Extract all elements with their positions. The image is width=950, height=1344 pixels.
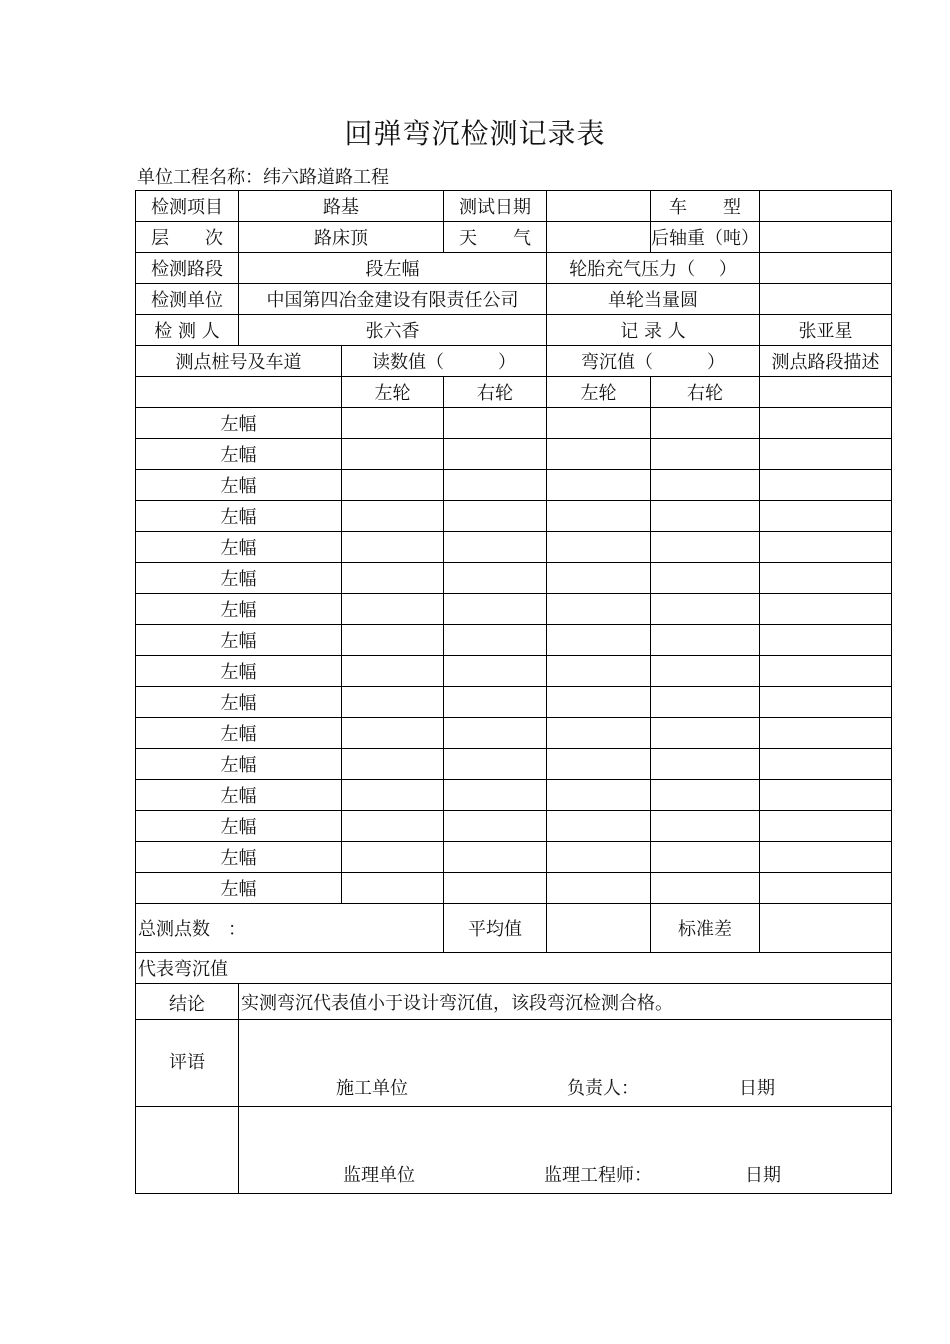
average-value[interactable] <box>547 904 651 953</box>
reading-left-cell[interactable] <box>342 811 444 842</box>
description-cell[interactable] <box>760 439 892 470</box>
deflection-left-cell[interactable] <box>547 625 651 656</box>
form-title: 回弹弯沉检测记录表 <box>344 117 606 150</box>
test-date-value[interactable] <box>547 191 651 222</box>
tire-pressure-label: 轮胎充气压力（ ） <box>547 253 760 284</box>
reading-left-cell[interactable] <box>342 687 444 718</box>
description-cell[interactable] <box>760 408 892 439</box>
reading-left-cell[interactable] <box>342 501 444 532</box>
construction-date: 日期 <box>739 1078 775 1099</box>
reading-left-cell[interactable] <box>342 563 444 594</box>
reading-left-cell[interactable] <box>342 656 444 687</box>
section-value[interactable]: 段左幅 <box>239 253 547 284</box>
record-table <box>135 190 892 1194</box>
deflection-left-cell[interactable] <box>547 780 651 811</box>
table-row <box>136 625 892 656</box>
reading-right-cell[interactable] <box>444 532 547 563</box>
table-row <box>136 811 892 842</box>
reading-right-cell[interactable] <box>444 594 547 625</box>
description-cell[interactable] <box>760 873 892 904</box>
unit-value[interactable]: 中国第四冶金建设有限责任公司 <box>239 284 547 315</box>
section-label: 检测路段 <box>136 253 239 284</box>
reading-right-cell[interactable] <box>444 842 547 873</box>
deflection-right-cell[interactable] <box>651 656 760 687</box>
deflection-left-cell[interactable] <box>547 873 651 904</box>
person-in-charge: 负责人： <box>567 1078 639 1099</box>
reading-left-cell[interactable] <box>342 873 444 904</box>
reading-right-cell[interactable] <box>444 439 547 470</box>
conclusion-text[interactable]: 实测弯沉代表值小于设计弯沉值，该段弯沉检测合格。 <box>239 984 892 1020</box>
weather-value[interactable] <box>547 222 651 253</box>
table-row <box>136 842 892 873</box>
reading-right-cell[interactable] <box>444 811 547 842</box>
comments-label: 评语 <box>136 1020 239 1107</box>
construction-unit: 施工单位 <box>336 1078 408 1099</box>
reading-right-cell[interactable] <box>444 687 547 718</box>
station-lane-cell[interactable]: 左幅 <box>136 718 342 749</box>
table-row <box>136 532 892 563</box>
station-lane-cell[interactable]: 左幅 <box>136 780 342 811</box>
station-lane-cell[interactable]: 左幅 <box>136 811 342 842</box>
description-cell[interactable] <box>760 625 892 656</box>
reading-header: 读数值（ ） <box>342 346 547 377</box>
deflection-right-cell[interactable] <box>651 780 760 811</box>
station-lane-cell[interactable]: 左幅 <box>136 656 342 687</box>
tester-value[interactable]: 张六香 <box>239 315 547 346</box>
reading-right-cell[interactable] <box>444 780 547 811</box>
deflection-left-cell[interactable] <box>547 470 651 501</box>
description-cell[interactable] <box>760 656 892 687</box>
station-subheader <box>136 377 342 408</box>
station-lane-cell[interactable]: 左幅 <box>136 842 342 873</box>
description-cell[interactable] <box>760 811 892 842</box>
deflection-left-cell[interactable] <box>547 718 651 749</box>
reading-left-header: 左轮 <box>342 377 444 408</box>
tire-pressure-value[interactable] <box>760 253 892 284</box>
reading-left-cell[interactable] <box>342 408 444 439</box>
description-subheader <box>760 377 892 408</box>
std-dev-label: 标准差 <box>651 904 760 953</box>
rear-axle-label: 后轴重（吨） <box>651 222 760 253</box>
reading-left-cell[interactable] <box>342 718 444 749</box>
table-row <box>136 749 892 780</box>
deflection-left-cell[interactable] <box>547 563 651 594</box>
deflection-right-cell[interactable] <box>651 532 760 563</box>
vehicle-value[interactable] <box>760 191 892 222</box>
table-row <box>136 687 892 718</box>
recorder-label: 记 录 人 <box>547 315 760 346</box>
wheel-circle-value[interactable] <box>760 284 892 315</box>
reading-left-cell[interactable] <box>342 749 444 780</box>
recorder-value[interactable]: 张亚星 <box>760 315 892 346</box>
table-row <box>136 501 892 532</box>
deflection-left-cell[interactable] <box>547 687 651 718</box>
conclusion-label: 结论 <box>136 984 239 1020</box>
description-cell[interactable] <box>760 470 892 501</box>
reading-right-cell[interactable] <box>444 749 547 780</box>
reading-left-cell[interactable] <box>342 842 444 873</box>
station-lane-cell[interactable]: 左幅 <box>136 873 342 904</box>
supervision-unit: 监理单位 <box>343 1165 415 1186</box>
deflection-right-cell[interactable] <box>651 873 760 904</box>
deflection-left-cell[interactable] <box>547 811 651 842</box>
std-dev-value[interactable] <box>760 904 892 953</box>
supervision-date: 日期 <box>745 1165 781 1186</box>
deflection-right-cell[interactable] <box>651 439 760 470</box>
reading-right-cell[interactable] <box>444 625 547 656</box>
deflection-left-cell[interactable] <box>547 532 651 563</box>
supervision-label-cell <box>136 1107 239 1194</box>
reading-right-cell[interactable] <box>444 563 547 594</box>
deflection-right-cell[interactable] <box>651 408 760 439</box>
table-row <box>136 594 892 625</box>
deflection-header: 弯沉值（ ） <box>547 346 760 377</box>
station-lane-cell[interactable]: 左幅 <box>136 470 342 501</box>
vehicle-label: 车 型 <box>651 191 760 222</box>
reading-right-cell[interactable] <box>444 408 547 439</box>
unit-label: 检测单位 <box>136 284 239 315</box>
description-cell[interactable] <box>760 749 892 780</box>
tester-label: 检 测 人 <box>136 315 239 346</box>
supervision-sign-area[interactable] <box>239 1107 892 1194</box>
deflection-right-cell[interactable] <box>651 563 760 594</box>
table-row <box>136 563 892 594</box>
station-lane-cell[interactable]: 左幅 <box>136 563 342 594</box>
reading-right-header: 右轮 <box>444 377 547 408</box>
project-name: 单位工程名称：纬六路道路工程 <box>137 167 389 188</box>
table-row <box>136 408 892 439</box>
deflection-left-cell[interactable] <box>547 656 651 687</box>
reading-left-cell[interactable] <box>342 594 444 625</box>
deflection-right-header: 右轮 <box>651 377 760 408</box>
deflection-right-cell[interactable] <box>651 811 760 842</box>
description-header: 测点路段描述 <box>760 346 892 377</box>
reading-left-cell[interactable] <box>342 625 444 656</box>
construction-sign-area[interactable] <box>239 1020 892 1107</box>
station-lane-cell[interactable]: 左幅 <box>136 625 342 656</box>
table-row <box>136 656 892 687</box>
deflection-right-cell[interactable] <box>651 594 760 625</box>
reading-right-cell[interactable] <box>444 470 547 501</box>
description-cell[interactable] <box>760 594 892 625</box>
layer-value[interactable]: 路床顶 <box>239 222 444 253</box>
layer-label: 层 次 <box>136 222 239 253</box>
description-cell[interactable] <box>760 780 892 811</box>
deflection-left-cell[interactable] <box>547 594 651 625</box>
deflection-left-header: 左轮 <box>547 377 651 408</box>
deflection-right-cell[interactable] <box>651 470 760 501</box>
description-cell[interactable] <box>760 842 892 873</box>
table-row <box>136 780 892 811</box>
description-cell[interactable] <box>760 532 892 563</box>
reading-left-cell[interactable] <box>342 532 444 563</box>
reading-right-cell[interactable] <box>444 656 547 687</box>
measurement-rows <box>136 408 892 904</box>
item-label: 检测项目 <box>136 191 239 222</box>
description-cell[interactable] <box>760 687 892 718</box>
description-cell[interactable] <box>760 501 892 532</box>
reading-right-cell[interactable] <box>444 873 547 904</box>
deflection-left-cell[interactable] <box>547 501 651 532</box>
station-header: 测点桩号及车道 <box>136 346 342 377</box>
item-value[interactable]: 路基 <box>239 191 444 222</box>
deflection-right-cell[interactable] <box>651 749 760 780</box>
deflection-left-cell[interactable] <box>547 439 651 470</box>
table-row <box>136 470 892 501</box>
station-lane-cell[interactable]: 左幅 <box>136 687 342 718</box>
reading-right-cell[interactable] <box>444 501 547 532</box>
table-row <box>136 873 892 904</box>
table-row <box>136 718 892 749</box>
total-points: 总测点数 ： <box>136 904 444 953</box>
test-date-label: 测试日期 <box>444 191 547 222</box>
reading-left-cell[interactable] <box>342 780 444 811</box>
table-row <box>136 439 892 470</box>
deflection-right-cell[interactable] <box>651 687 760 718</box>
station-lane-cell[interactable]: 左幅 <box>136 439 342 470</box>
deflection-right-cell[interactable] <box>651 842 760 873</box>
description-cell[interactable] <box>760 563 892 594</box>
wheel-circle-label: 单轮当量圆 <box>547 284 760 315</box>
deflection-left-cell[interactable] <box>547 842 651 873</box>
deflection-right-cell[interactable] <box>651 718 760 749</box>
station-lane-cell[interactable]: 左幅 <box>136 594 342 625</box>
station-lane-cell[interactable]: 左幅 <box>136 749 342 780</box>
weather-label: 天 气 <box>444 222 547 253</box>
station-lane-cell[interactable]: 左幅 <box>136 408 342 439</box>
rear-axle-value[interactable] <box>760 222 892 253</box>
deflection-right-cell[interactable] <box>651 501 760 532</box>
deflection-left-cell[interactable] <box>547 749 651 780</box>
supervision-engineer: 监理工程师： <box>544 1165 652 1186</box>
average-label: 平均值 <box>444 904 547 953</box>
representative-deflection: 代表弯沉值 <box>136 953 892 984</box>
station-lane-cell[interactable]: 左幅 <box>136 501 342 532</box>
reading-left-cell[interactable] <box>342 470 444 501</box>
deflection-right-cell[interactable] <box>651 625 760 656</box>
station-lane-cell[interactable]: 左幅 <box>136 532 342 563</box>
reading-left-cell[interactable] <box>342 439 444 470</box>
description-cell[interactable] <box>760 718 892 749</box>
reading-right-cell[interactable] <box>444 718 547 749</box>
deflection-left-cell[interactable] <box>547 408 651 439</box>
